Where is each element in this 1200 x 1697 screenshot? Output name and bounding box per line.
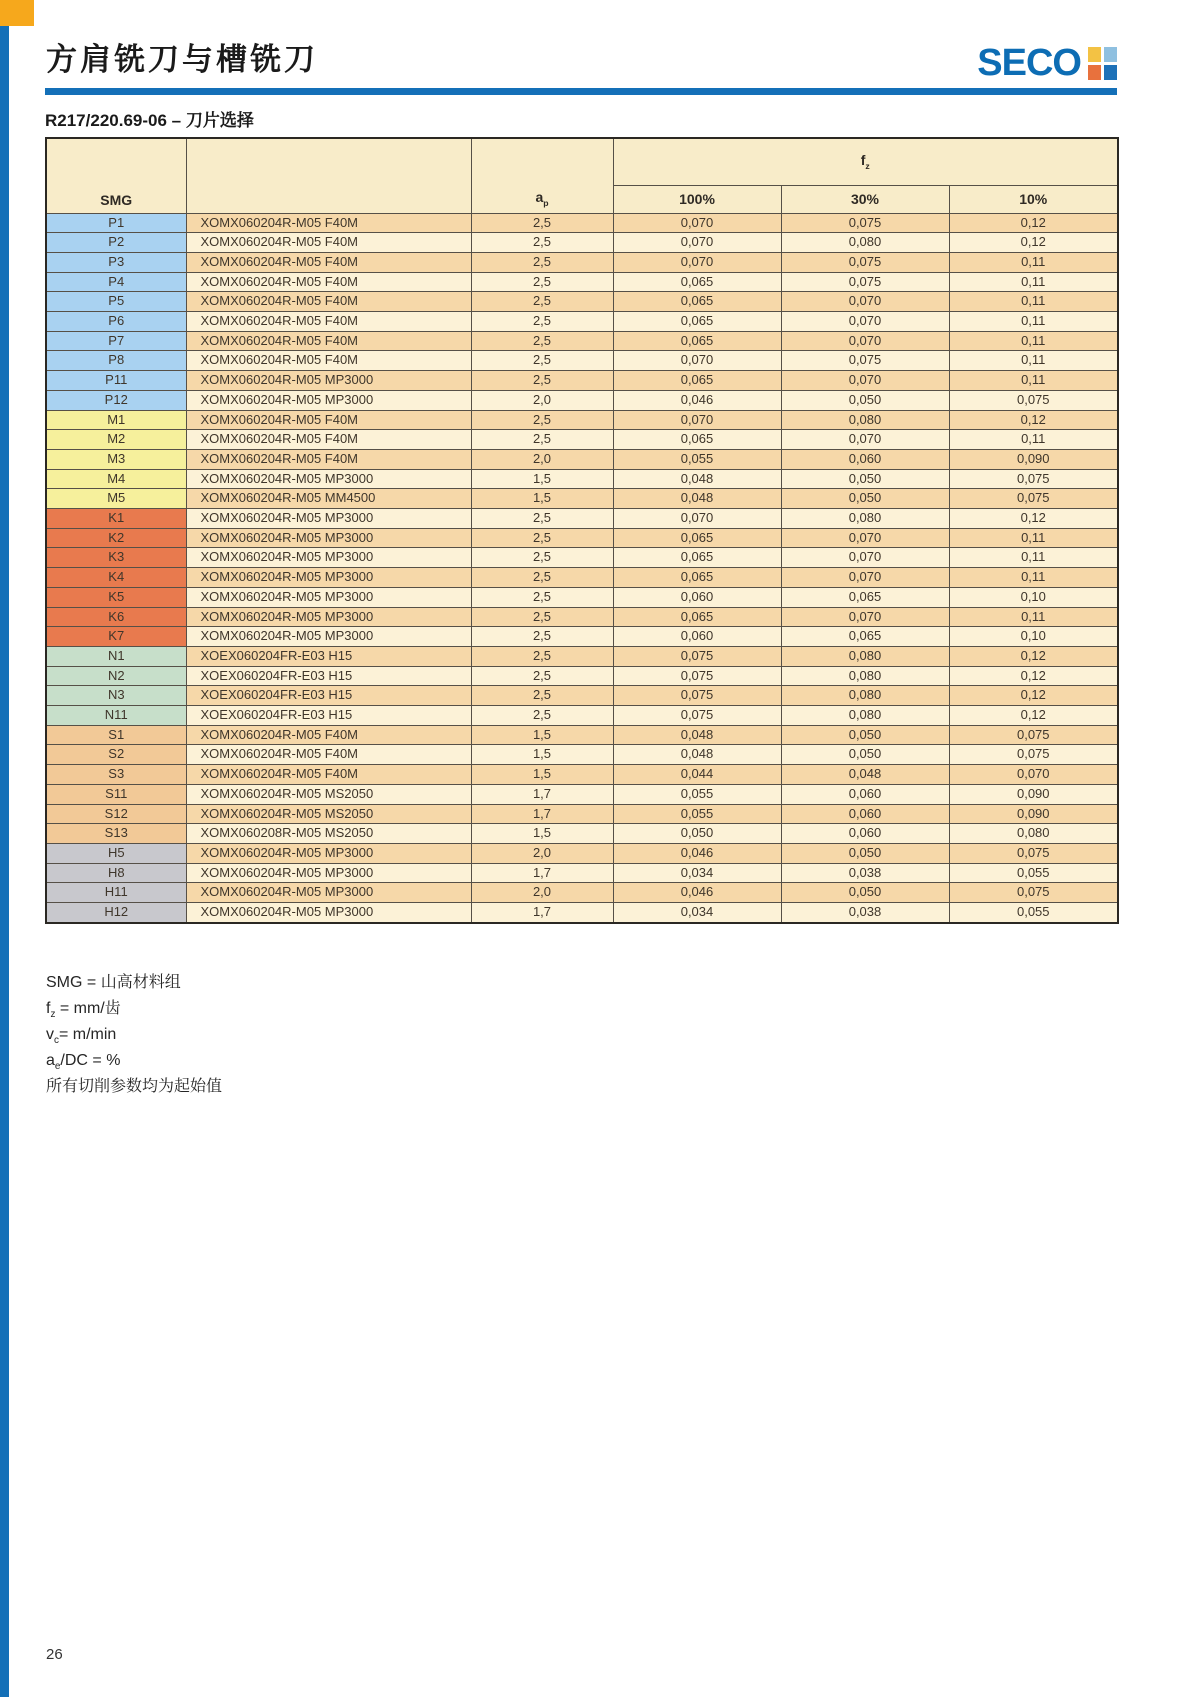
fz-10-cell: 0,11 (949, 312, 1118, 332)
fz-30-cell: 0,070 (781, 430, 949, 450)
table-row (46, 449, 1118, 469)
fz-10-cell: 0,10 (949, 627, 1118, 647)
fz-10-cell: 0,10 (949, 587, 1118, 607)
left-edge-bar (0, 26, 9, 1697)
fz-10-cell: 0,11 (949, 331, 1118, 351)
fz-100-cell: 0,048 (613, 745, 781, 765)
insert-designation-cell: XOMX060204R-M05 F40M (186, 725, 471, 745)
ap-cell: 2,0 (471, 844, 613, 864)
fz-100-cell: 0,065 (613, 548, 781, 568)
smg-cell: K6 (46, 607, 186, 627)
fz-30-cell: 0,070 (781, 528, 949, 548)
fz-100-cell: 0,065 (613, 607, 781, 627)
fz-10-cell: 0,11 (949, 371, 1118, 391)
fz-30-cell: 0,070 (781, 292, 949, 312)
fz-30-cell: 0,050 (781, 725, 949, 745)
table-row (46, 627, 1118, 647)
table-row (46, 489, 1118, 509)
smg-cell: M5 (46, 489, 186, 509)
fz-10-cell: 0,075 (949, 725, 1118, 745)
footnote-line: $f_z = mm/$齿 (46, 1000, 121, 1021)
insert-designation-cell: XOMX060204R-M05 F40M (186, 351, 471, 371)
ap-cell: 1,5 (471, 765, 613, 785)
insert-designation-cell: XOEX060204FR-E03 H15 (186, 646, 471, 666)
smg-cell: N11 (46, 706, 186, 726)
ap-cell: 2,5 (471, 272, 613, 292)
fz-30-cell: 0,080 (781, 706, 949, 726)
table-row (46, 430, 1118, 450)
smg-cell: N3 (46, 686, 186, 706)
smg-cell: S2 (46, 745, 186, 765)
insert-designation-cell: XOMX060208R-M05 MS2050 (186, 824, 471, 844)
fz-100-cell: 0,034 (613, 903, 781, 923)
table-row (46, 233, 1118, 253)
fz-10-cell: 0,11 (949, 548, 1118, 568)
ap-cell: 1,5 (471, 489, 613, 509)
table-row (46, 252, 1118, 272)
ap-cell: 1,5 (471, 469, 613, 489)
insert-designation-cell: XOMX060204R-M05 F40M (186, 331, 471, 351)
fz-30-cell: 0,050 (781, 745, 949, 765)
table-row (46, 331, 1118, 351)
insert-designation-cell: XOMX060204R-M05 F40M (186, 449, 471, 469)
smg-cell: P5 (46, 292, 186, 312)
ap-cell: 1,5 (471, 824, 613, 844)
insert-designation-cell: XOMX060204R-M05 MP3000 (186, 509, 471, 529)
fz-100-cell: 0,048 (613, 489, 781, 509)
insert-selection-table (45, 137, 1119, 924)
col-header-fz-100: 100% (613, 185, 781, 213)
fz-30-cell: 0,080 (781, 686, 949, 706)
fz-30-cell: 0,038 (781, 863, 949, 883)
logo-square-yellow (1088, 47, 1101, 62)
fz-100-cell: 0,065 (613, 430, 781, 450)
table-row (46, 686, 1118, 706)
table-row (46, 568, 1118, 588)
col-header-smg: SMG (46, 138, 186, 213)
table-row (46, 765, 1118, 785)
table-row (46, 548, 1118, 568)
insert-designation-cell: XOMX060204R-M05 F40M (186, 292, 471, 312)
ap-cell: 2,5 (471, 666, 613, 686)
insert-designation-cell: XOMX060204R-M05 MP3000 (186, 844, 471, 864)
fz-30-cell: 0,060 (781, 784, 949, 804)
fz-100-cell: 0,070 (613, 233, 781, 253)
fz-30-cell: 0,075 (781, 213, 949, 233)
table-row (46, 646, 1118, 666)
insert-designation-cell: XOMX060204R-M05 MS2050 (186, 804, 471, 824)
corner-accent-block (0, 0, 34, 26)
ap-cell: 2,5 (471, 292, 613, 312)
logo-square-orange (1088, 65, 1101, 80)
smg-cell: S11 (46, 784, 186, 804)
ap-cell: 2,5 (471, 371, 613, 391)
fz-30-cell: 0,060 (781, 824, 949, 844)
col-header-ap: $a_p$ (471, 138, 613, 213)
fz-10-cell: 0,12 (949, 233, 1118, 253)
insert-designation-cell: XOMX060204R-M05 F40M (186, 745, 471, 765)
table-row (46, 706, 1118, 726)
fz-30-cell: 0,050 (781, 489, 949, 509)
fz-100-cell: 0,034 (613, 863, 781, 883)
insert-designation-cell: XOMX060204R-M05 F40M (186, 312, 471, 332)
fz-10-cell: 0,11 (949, 568, 1118, 588)
insert-designation-cell: XOMX060204R-M05 MS2050 (186, 784, 471, 804)
table-row (46, 410, 1118, 430)
ap-cell: 2,0 (471, 449, 613, 469)
smg-cell: K5 (46, 587, 186, 607)
fz-100-cell: 0,065 (613, 272, 781, 292)
fz-30-cell: 0,050 (781, 390, 949, 410)
table-row (46, 784, 1118, 804)
seco-logo (977, 44, 1117, 82)
fz-30-cell: 0,070 (781, 312, 949, 332)
smg-cell: S1 (46, 725, 186, 745)
ap-cell: 2,5 (471, 686, 613, 706)
table-row (46, 903, 1118, 923)
table-row (46, 371, 1118, 391)
fz-30-cell: 0,050 (781, 883, 949, 903)
ap-cell: 2,5 (471, 627, 613, 647)
ap-cell: 2,5 (471, 331, 613, 351)
page-number: 26 (46, 1646, 63, 1663)
fz-30-cell: 0,060 (781, 804, 949, 824)
fz-30-cell: 0,080 (781, 646, 949, 666)
fz-30-cell: 0,070 (781, 548, 949, 568)
fz-30-cell: 0,050 (781, 844, 949, 864)
fz-10-cell: 0,055 (949, 903, 1118, 923)
smg-cell: M2 (46, 430, 186, 450)
table-row (46, 666, 1118, 686)
table-row (46, 351, 1118, 371)
ap-cell: 1,7 (471, 784, 613, 804)
smg-cell: N1 (46, 646, 186, 666)
fz-100-cell: 0,065 (613, 312, 781, 332)
col-header-fz-10: 10% (949, 185, 1118, 213)
table-row (46, 607, 1118, 627)
fz-10-cell: 0,11 (949, 607, 1118, 627)
table-row (46, 804, 1118, 824)
table-row (46, 469, 1118, 489)
ap-cell: 2,0 (471, 390, 613, 410)
fz-100-cell: 0,046 (613, 390, 781, 410)
smg-cell: S12 (46, 804, 186, 824)
fz-10-cell: 0,11 (949, 528, 1118, 548)
fz-100-cell: 0,046 (613, 883, 781, 903)
fz-10-cell: 0,12 (949, 509, 1118, 529)
ap-cell: 2,5 (471, 587, 613, 607)
insert-designation-cell: XOMX060204R-M05 MP3000 (186, 528, 471, 548)
fz-30-cell: 0,050 (781, 469, 949, 489)
ap-cell: 2,5 (471, 233, 613, 253)
table-row (46, 725, 1118, 745)
fz-30-cell: 0,075 (781, 252, 949, 272)
fz-100-cell: 0,065 (613, 568, 781, 588)
ap-cell: 2,5 (471, 568, 613, 588)
insert-designation-cell: XOMX060204R-M05 MM4500 (186, 489, 471, 509)
smg-cell: N2 (46, 666, 186, 686)
insert-designation-cell: XOEX060204FR-E03 H15 (186, 666, 471, 686)
fz-10-cell: 0,11 (949, 351, 1118, 371)
fz-100-cell: 0,065 (613, 371, 781, 391)
ap-cell: 2,5 (471, 430, 613, 450)
table-row (46, 312, 1118, 332)
insert-designation-cell: XOMX060204R-M05 MP3000 (186, 548, 471, 568)
insert-designation-cell: XOMX060204R-M05 F40M (186, 233, 471, 253)
smg-cell: P1 (46, 213, 186, 233)
seco-logo-text: SECO (977, 42, 1081, 84)
insert-designation-cell: XOMX060204R-M05 MP3000 (186, 863, 471, 883)
fz-10-cell: 0,090 (949, 449, 1118, 469)
smg-cell: P6 (46, 312, 186, 332)
header-divider (45, 88, 1117, 95)
logo-square-lightblue (1104, 47, 1117, 62)
insert-designation-cell: XOMX060204R-M05 F40M (186, 765, 471, 785)
fz-100-cell: 0,046 (613, 844, 781, 864)
smg-cell: K2 (46, 528, 186, 548)
smg-cell: K4 (46, 568, 186, 588)
fz-100-cell: 0,065 (613, 528, 781, 548)
logo-square-blue (1104, 65, 1117, 80)
smg-cell: P8 (46, 351, 186, 371)
footnote-line: 所有切削参数均为起始值 (46, 1078, 223, 1095)
fz-10-cell: 0,090 (949, 784, 1118, 804)
fz-10-cell: 0,12 (949, 646, 1118, 666)
ap-cell: 1,5 (471, 745, 613, 765)
fz-30-cell: 0,080 (781, 233, 949, 253)
footnote-line: $v_c= m/\min$ (46, 1026, 117, 1047)
ap-cell: 2,5 (471, 706, 613, 726)
fz-100-cell: 0,055 (613, 449, 781, 469)
smg-cell: P4 (46, 272, 186, 292)
smg-cell: H5 (46, 844, 186, 864)
table-row (46, 213, 1118, 233)
insert-table-body (46, 213, 1118, 923)
table-row (46, 272, 1118, 292)
insert-designation-cell: XOMX060204R-M05 F40M (186, 252, 471, 272)
fz-10-cell: 0,075 (949, 469, 1118, 489)
col-header-insert-designation (186, 138, 471, 213)
fz-10-cell: 0,055 (949, 863, 1118, 883)
fz-30-cell: 0,075 (781, 272, 949, 292)
fz-30-cell: 0,075 (781, 351, 949, 371)
fz-30-cell: 0,060 (781, 449, 949, 469)
ap-cell: 2,5 (471, 410, 613, 430)
seco-logo-mark-icon (1088, 47, 1117, 80)
fz-30-cell: 0,070 (781, 568, 949, 588)
smg-cell: M3 (46, 449, 186, 469)
fz-100-cell: 0,070 (613, 213, 781, 233)
ap-cell: 2,5 (471, 548, 613, 568)
fz-100-cell: 0,065 (613, 331, 781, 351)
page-title: 方肩铣刀与槽铣刀 (46, 42, 318, 78)
fz-10-cell: 0,11 (949, 292, 1118, 312)
smg-cell: P7 (46, 331, 186, 351)
fz-100-cell: 0,048 (613, 725, 781, 745)
fz-100-cell: 0,060 (613, 627, 781, 647)
ap-cell: 1,7 (471, 804, 613, 824)
section-title: R217/220.69-06 – 刀片选择 (45, 111, 254, 130)
smg-cell: S13 (46, 824, 186, 844)
fz-100-cell: 0,050 (613, 824, 781, 844)
insert-designation-cell: XOMX060204R-M05 F40M (186, 272, 471, 292)
fz-30-cell: 0,070 (781, 371, 949, 391)
table-row (46, 292, 1118, 312)
ap-cell: 1,7 (471, 863, 613, 883)
insert-designation-cell: XOMX060204R-M05 MP3000 (186, 469, 471, 489)
fz-10-cell: 0,12 (949, 410, 1118, 430)
table-row (46, 390, 1118, 410)
smg-cell: S3 (46, 765, 186, 785)
ap-cell: 2,5 (471, 312, 613, 332)
fz-100-cell: 0,075 (613, 686, 781, 706)
fz-100-cell: 0,048 (613, 469, 781, 489)
table-row (46, 824, 1118, 844)
fz-10-cell: 0,075 (949, 390, 1118, 410)
insert-designation-cell: XOMX060204R-M05 MP3000 (186, 568, 471, 588)
col-header-fz: $f_z$ (613, 138, 1118, 185)
footnote-line: $a_e/DC$ = % (46, 1052, 121, 1073)
table-row (46, 509, 1118, 529)
smg-cell: M1 (46, 410, 186, 430)
smg-cell: H12 (46, 903, 186, 923)
fz-10-cell: 0,075 (949, 489, 1118, 509)
smg-cell: P12 (46, 390, 186, 410)
fz-10-cell: 0,070 (949, 765, 1118, 785)
fz-100-cell: 0,070 (613, 252, 781, 272)
fz-10-cell: 0,075 (949, 883, 1118, 903)
fz-10-cell: 0,075 (949, 745, 1118, 765)
ap-cell: 2,5 (471, 351, 613, 371)
insert-designation-cell: XOMX060204R-M05 MP3000 (186, 390, 471, 410)
ap-cell: 2,0 (471, 883, 613, 903)
insert-designation-cell: XOEX060204FR-E03 H15 (186, 686, 471, 706)
insert-designation-cell: XOMX060204R-M05 MP3000 (186, 883, 471, 903)
smg-cell: H8 (46, 863, 186, 883)
ap-cell: 1,7 (471, 903, 613, 923)
fz-100-cell: 0,070 (613, 509, 781, 529)
table-row (46, 883, 1118, 903)
fz-30-cell: 0,080 (781, 509, 949, 529)
ap-cell: 2,5 (471, 252, 613, 272)
insert-designation-cell: XOMX060204R-M05 MP3000 (186, 627, 471, 647)
fz-30-cell: 0,048 (781, 765, 949, 785)
ap-cell: 2,5 (471, 509, 613, 529)
fz-30-cell: 0,065 (781, 587, 949, 607)
fz-10-cell: 0,11 (949, 252, 1118, 272)
insert-designation-cell: XOMX060204R-M05 F40M (186, 430, 471, 450)
insert-designation-cell: XOMX060204R-M05 MP3000 (186, 371, 471, 391)
fz-30-cell: 0,070 (781, 607, 949, 627)
fz-10-cell: 0,12 (949, 706, 1118, 726)
fz-30-cell: 0,065 (781, 627, 949, 647)
col-header-fz-30: 30% (781, 185, 949, 213)
table-row (46, 863, 1118, 883)
ap-cell: 2,5 (471, 213, 613, 233)
smg-cell: K7 (46, 627, 186, 647)
smg-cell: M4 (46, 469, 186, 489)
table-row (46, 528, 1118, 548)
insert-designation-cell: XOMX060204R-M05 MP3000 (186, 903, 471, 923)
fz-100-cell: 0,070 (613, 410, 781, 430)
fz-10-cell: 0,11 (949, 272, 1118, 292)
fz-100-cell: 0,060 (613, 587, 781, 607)
fz-10-cell: 0,12 (949, 666, 1118, 686)
ap-cell: 2,5 (471, 646, 613, 666)
insert-designation-cell: XOMX060204R-M05 MP3000 (186, 607, 471, 627)
ap-cell: 1,5 (471, 725, 613, 745)
table-row (46, 745, 1118, 765)
smg-cell: P3 (46, 252, 186, 272)
fz-100-cell: 0,075 (613, 706, 781, 726)
ap-cell: 2,5 (471, 607, 613, 627)
fz-10-cell: 0,11 (949, 430, 1118, 450)
insert-designation-cell: XOMX060204R-M05 F40M (186, 213, 471, 233)
insert-designation-cell: XOMX060204R-M05 F40M (186, 410, 471, 430)
footnotes (46, 970, 222, 1100)
fz-10-cell: 0,090 (949, 804, 1118, 824)
fz-100-cell: 0,075 (613, 666, 781, 686)
ap-cell: 2,5 (471, 528, 613, 548)
fz-30-cell: 0,070 (781, 331, 949, 351)
fz-30-cell: 0,038 (781, 903, 949, 923)
smg-cell: H11 (46, 883, 186, 903)
table-row (46, 587, 1118, 607)
fz-10-cell: 0,12 (949, 213, 1118, 233)
fz-100-cell: 0,044 (613, 765, 781, 785)
smg-cell: P2 (46, 233, 186, 253)
fz-100-cell: 0,075 (613, 646, 781, 666)
smg-cell: P11 (46, 371, 186, 391)
fz-10-cell: 0,075 (949, 844, 1118, 864)
insert-designation-cell: XOMX060204R-M05 MP3000 (186, 587, 471, 607)
fz-10-cell: 0,080 (949, 824, 1118, 844)
smg-cell: K1 (46, 509, 186, 529)
fz-100-cell: 0,070 (613, 351, 781, 371)
smg-cell: K3 (46, 548, 186, 568)
fz-100-cell: 0,065 (613, 292, 781, 312)
fz-30-cell: 0,080 (781, 666, 949, 686)
fz-100-cell: 0,055 (613, 804, 781, 824)
table-row (46, 844, 1118, 864)
footnote-line: SMG = 山高材料组 (46, 974, 181, 991)
fz-100-cell: 0,055 (613, 784, 781, 804)
insert-designation-cell: XOEX060204FR-E03 H15 (186, 706, 471, 726)
fz-30-cell: 0,080 (781, 410, 949, 430)
fz-10-cell: 0,12 (949, 686, 1118, 706)
